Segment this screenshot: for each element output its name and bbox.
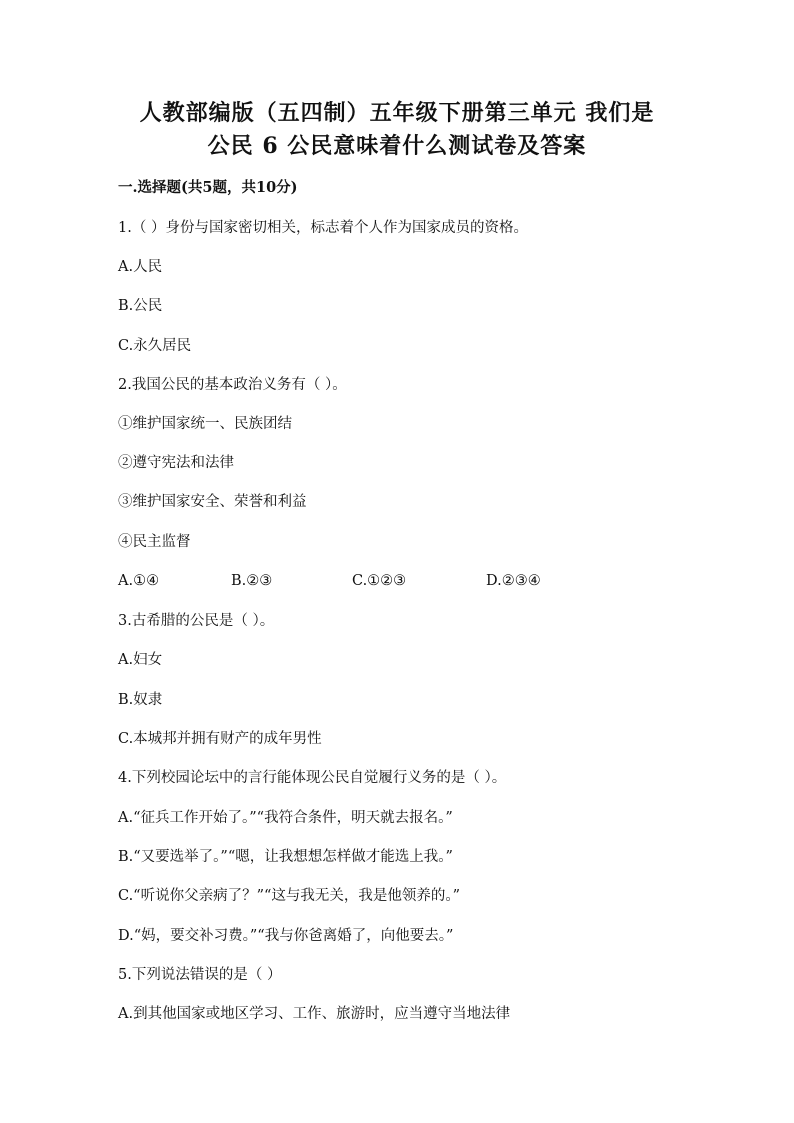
question-4-option-d: D.“妈，要交补习费。”“我与你爸离婚了，向他要去。”	[118, 928, 454, 944]
question-3-stem: 3.古希腊的公民是（ ）。	[118, 613, 275, 629]
question-5-stem: 5.下列说法错误的是（ ）	[118, 967, 282, 983]
question-4-option-a: A.“征兵工作开始了。”“我符合条件，明天就去报名。”	[118, 810, 453, 826]
question-2-option-b: B.②③	[231, 573, 273, 589]
question-3-option-c: C.本城邦并拥有财产的成年男性	[118, 731, 322, 747]
document-title-line-1: 人教部编版（五四制）五年级下册第三单元 我们是	[139, 100, 655, 126]
question-3-option-a: A.妇女	[118, 652, 163, 668]
question-5-option-a: A.到其他国家或地区学习、工作、旅游时，应当遵守当地法律	[118, 1006, 511, 1022]
question-2-item-1: ①维护国家统一、民族团结	[118, 416, 292, 432]
question-2-option-a: A.①④	[118, 573, 160, 589]
question-4-option-c: C.“听说你父亲病了？”“这与我无关，我是他领养的。”	[118, 888, 461, 904]
question-2-option-c: C.①②③	[352, 573, 407, 589]
question-2-option-d: D.②③④	[486, 573, 541, 589]
section-heading: 一.选择题(共5题，共10分)	[118, 179, 298, 196]
question-2-stem: 2.我国公民的基本政治义务有（ ）。	[118, 377, 347, 393]
question-2-item-4: ④民主监督	[118, 534, 191, 550]
question-1-option-c: C.永久居民	[118, 338, 192, 354]
document-title-line-2: 公民 6 公民意味着什么测试卷及答案	[207, 133, 587, 159]
question-1-stem: 1.（ ）身份与国家密切相关，标志着个人作为国家成员的资格。	[118, 220, 528, 236]
question-4-option-b: B.“又要选举了。”“嗯，让我想想怎样做才能选上我。”	[118, 849, 453, 865]
question-1-option-b: B.公民	[118, 298, 163, 314]
question-2-item-3: ③维护国家安全、荣誉和利益	[118, 494, 307, 510]
question-2-item-2: ②遵守宪法和法律	[118, 455, 234, 471]
question-1-option-a: A.人民	[118, 259, 163, 275]
question-4-stem: 4.下列校园论坛中的言行能体现公民自觉履行义务的是（ ）。	[118, 770, 507, 786]
question-3-option-b: B.奴隶	[118, 692, 163, 708]
